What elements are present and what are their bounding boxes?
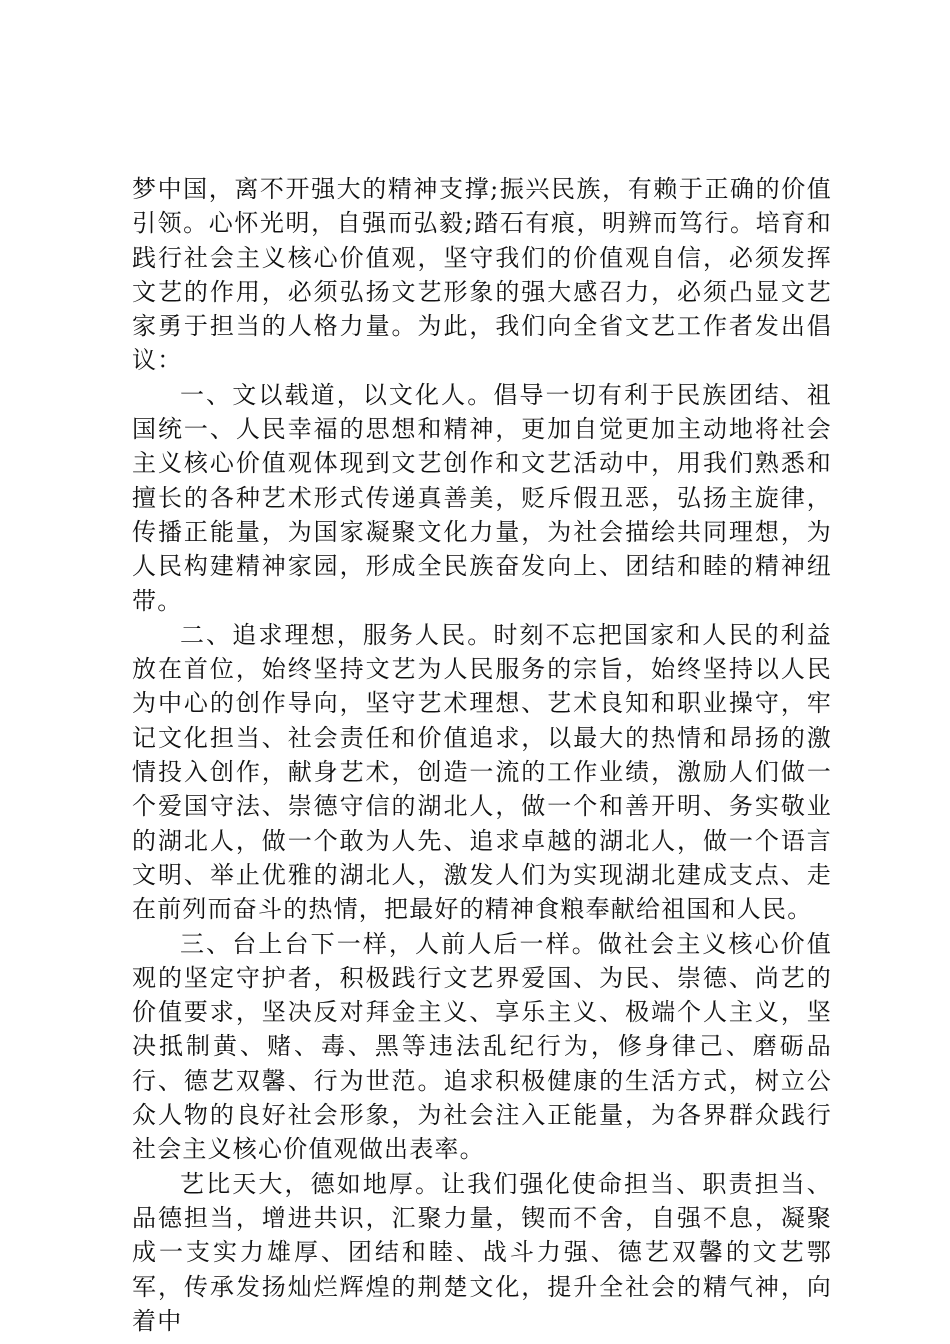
- paragraph-closing: 艺比天大，德如地厚。让我们强化使命担当、职责担当、品德担当，增进共识，汇聚力量，锲而不舍，自强不息，凝聚成一支实力雄厚、团结和睦、战斗力强、德艺双馨的文艺鄂军，传承发扬灿烂辉煌的荆楚文化，提升全社会的精气神，向着中: [132, 1169, 832, 1335]
- paragraph-item-3: 三、台上台下一样，人前人后一样。做社会主义核心价值观的坚定守护者，积极践行文艺界爱国、为民、崇德、尚艺的价值要求，坚决反对拜金主义、享乐主义、极端个人主义，坚决抵制黄、赌、毒、黑等违法乱纪行为，修身律己、磨砺品行、德艺双馨、行为世范。追求积极健康的生活方式，树立公众人物的良好社会形象，为社会注入正能量，为各界群众践行社会主义核心价值观做出表率。: [132, 929, 832, 1164]
- document-body: [132, 172, 832, 1338]
- paragraph-item-1: 一、文以载道，以文化人。倡导一切有利于民族团结、祖国统一、人民幸福的思想和精神，更加自觉更加主动地将社会主义核心价值观体现到文艺创作和文艺活动中，用我们熟悉和擅长的各种艺术形式传递真善美，贬斥假丑恶，弘扬主旋律，传播正能量，为国家凝聚文化力量，为社会描绘共同理想，为人民构建精神家园，形成全民族奋发向上、团结和睦的精神纽带。: [132, 380, 832, 615]
- paragraph-continuation: 梦中国，离不开强大的精神支撑;振兴民族，有赖于正确的价值引领。心怀光明，自强而弘毅;踏石有痕，明辨而笃行。培育和践行社会主义核心价值观，坚守我们的价值观自信，必须发挥文艺的作用，必须弘扬文艺形象的强大感召力，必须凸显文艺家勇于担当的人格力量。为此，我们向全省文艺工作者发出倡议：: [132, 175, 832, 375]
- paragraph-item-2: 二、追求理想，服务人民。时刻不忘把国家和人民的利益放在首位，始终坚持文艺为人民服务的宗旨，始终坚持以人民为中心的创作导向，坚守艺术理想、艺术良知和职业操守，牢记文化担当、社会责任和价值追求，以最大的热情和昂扬的激情投入创作，献身艺术，创造一流的工作业绩，激励人们做一个爱国守法、崇德守信的湖北人，做一个和善开明、务实敬业的湖北人，做一个敢为人先、追求卓越的湖北人，做一个语言文明、举止优雅的湖北人，激发人们为实现湖北建成支点、走在前列而奋斗的热情，把最好的精神食粮奉献给祖国和人民。: [132, 620, 832, 924]
